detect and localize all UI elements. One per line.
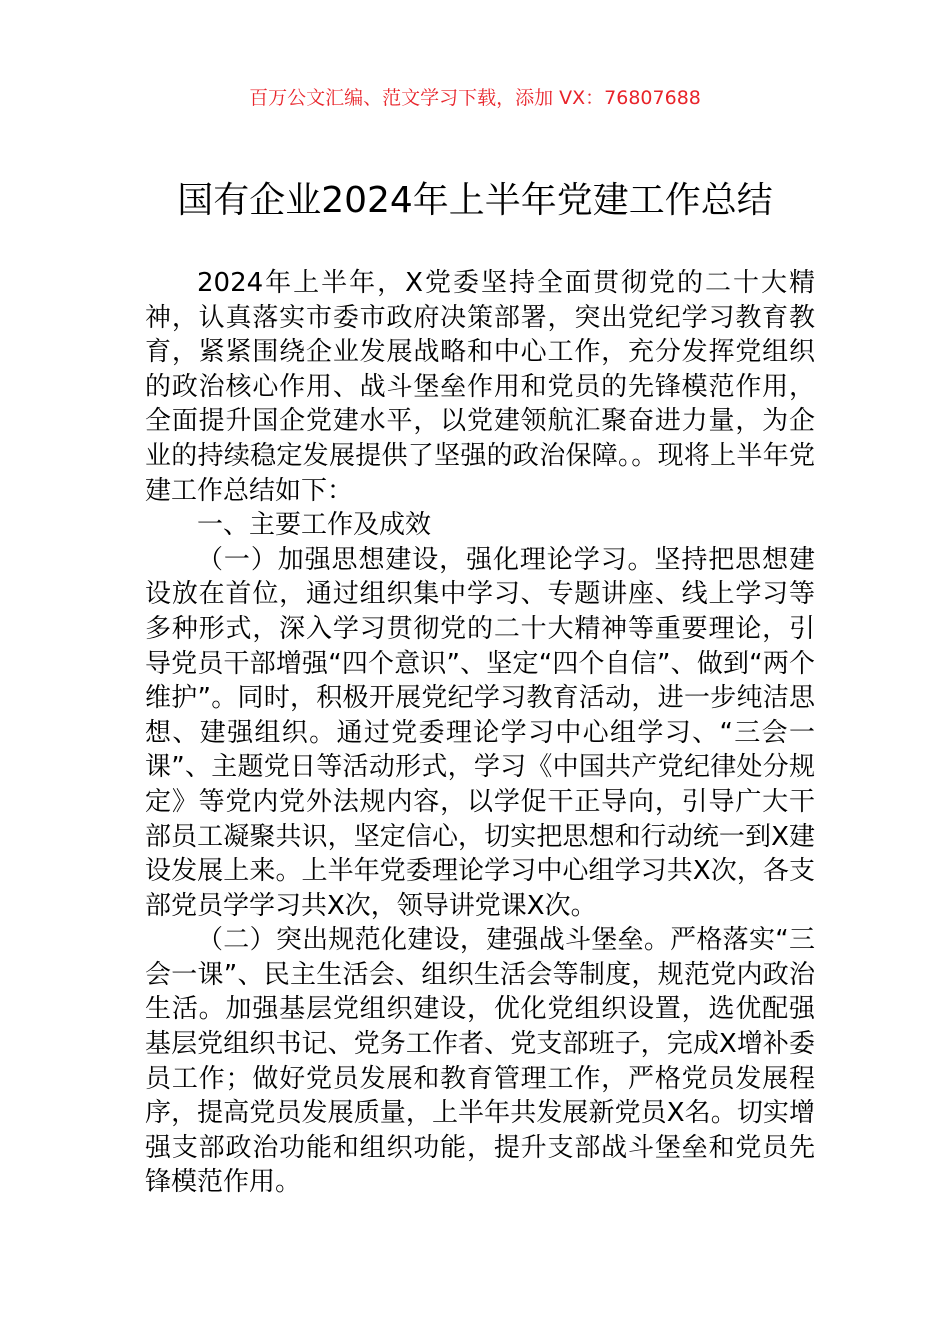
watermark-text: 百万公文汇编、范文学习下载，添加 VX：76807688 bbox=[249, 87, 701, 109]
document-body bbox=[145, 266, 815, 1200]
intro-paragraph: 2024年上半年，X党委坚持全面贯彻党的二十大精神，认真落实市委市政府决策部署，突出党纪学习教育教育，紧紧围绕企业发展战略和中心工作，充分发挥党组织的政治核心作用、战斗堡垒作用和党员的先锋模范作用，全面提升国企党建水平，以党建领航汇聚奋进力量，为企业的持续稳定发展提供了坚强的政治保障。。现将上半年党建工作总结如下： bbox=[145, 268, 815, 506]
section-heading: 一、主要工作及成效 bbox=[197, 510, 432, 541]
document-title: 国有企业2024年上半年党建工作总结 bbox=[177, 180, 773, 221]
paragraph-standardization: （二）突出规范化建设，建强战斗堡垒。严格落实“三会一课”、民主生活会、组织生活会等制度，规范党内政治生活。加强基层党组织建设，优化党组织设置，选优配强基层党组织书记、党务工作者、党支部班子，完成X增补委员工作；做好党员发展和教育管理工作，严格党员发展程序，提高党员发展质量，上半年共发展新党员X名。切实增强支部政治功能和组织功能，提升支部战斗堡垒和党员先锋模范作用。 bbox=[145, 925, 815, 1198]
paragraph-ideology: （一）加强思想建设，强化理论学习。坚持把思想建设放在首位，通过组织集中学习、专题讲座、线上学习等多种形式，深入学习贯彻党的二十大精神等重要理论，引导党员干部增强“四个意识”、坚定“四个自信”、做到“两个维护”。同时，积极开展党纪学习教育活动，进一步纯洁思想、建强组织。通过党委理论学习中心组学习、“三会一课”、主题党日等活动形式，学习《中国共产党纪律处分规定》等党内党外法规内容，以学促干正导向，引导广大干部员工凝聚共识，坚定信心，切实把思想和行动统一到X建设发展上来。上半年党委理论学习中心组学习共X次，各支部党员学学习共X次，领导讲党课X次。 bbox=[145, 544, 815, 921]
